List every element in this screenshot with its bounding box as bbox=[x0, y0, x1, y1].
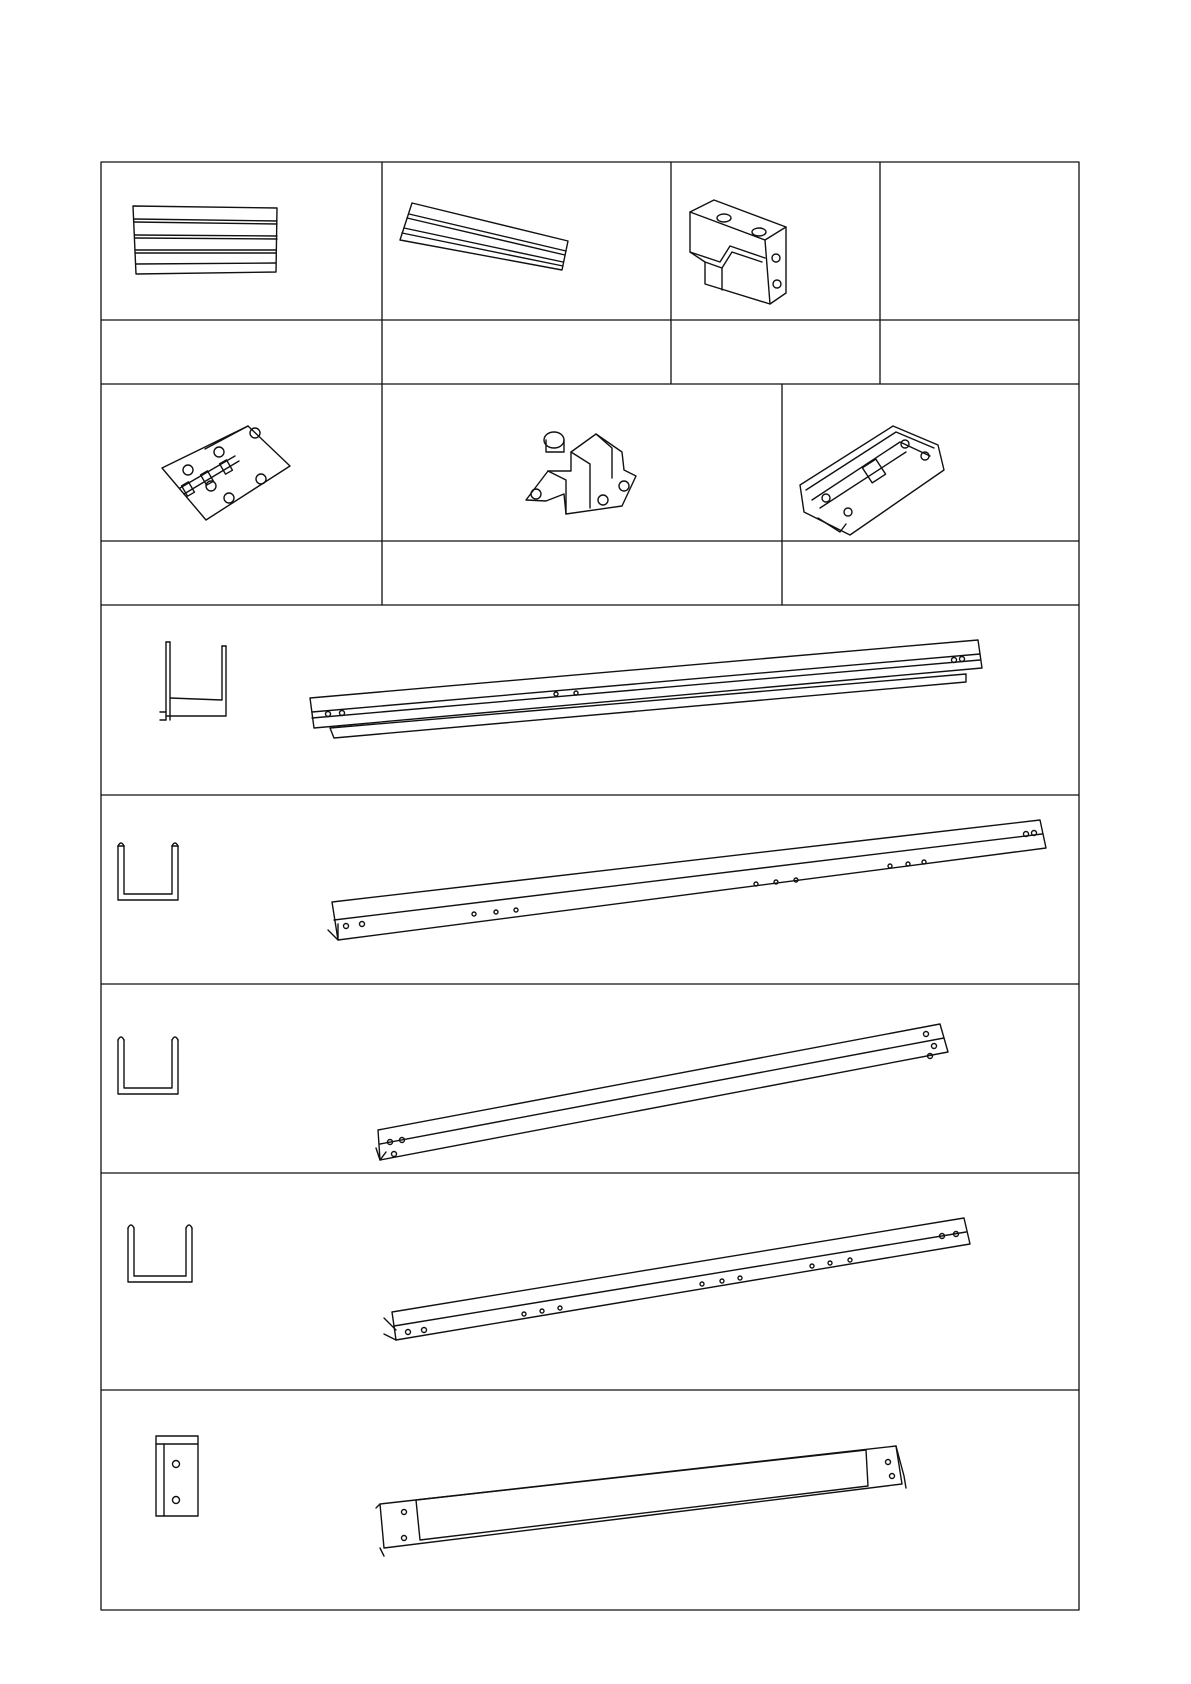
long-rail-with-flange-icon bbox=[310, 640, 982, 738]
caption-empty bbox=[880, 320, 1079, 384]
caption-butt-hinge bbox=[101, 541, 382, 605]
caption-corner-connector bbox=[671, 320, 880, 384]
medium-u-channel-rail-b-icon bbox=[384, 1218, 970, 1340]
caption-barrel-bolt bbox=[782, 541, 1079, 605]
long-u-channel-rail-profile-icon bbox=[118, 843, 178, 900]
door-frame-channel-icon bbox=[376, 1446, 906, 1556]
floor-plank-icon bbox=[400, 203, 568, 270]
metal-slats-icon bbox=[133, 206, 277, 274]
medium-u-channel-rail-profile-icon bbox=[118, 1037, 178, 1094]
door-catch-bracket-icon bbox=[526, 432, 636, 514]
long-rail-with-flange-profile-icon bbox=[160, 642, 226, 720]
corner-connector-block-icon bbox=[690, 200, 786, 304]
caption-door-catch bbox=[382, 541, 782, 605]
medium-u-channel-rail-b-profile-icon bbox=[128, 1225, 192, 1282]
medium-u-channel-rail-icon bbox=[376, 1024, 948, 1160]
door-frame-channel-profile-icon bbox=[156, 1436, 198, 1516]
butt-hinge-icon bbox=[162, 426, 290, 520]
long-u-channel-rail-icon bbox=[328, 820, 1046, 940]
caption-metal-slats bbox=[101, 320, 382, 384]
barrel-bolt-icon bbox=[800, 426, 944, 535]
caption-floor-plank bbox=[382, 320, 671, 384]
